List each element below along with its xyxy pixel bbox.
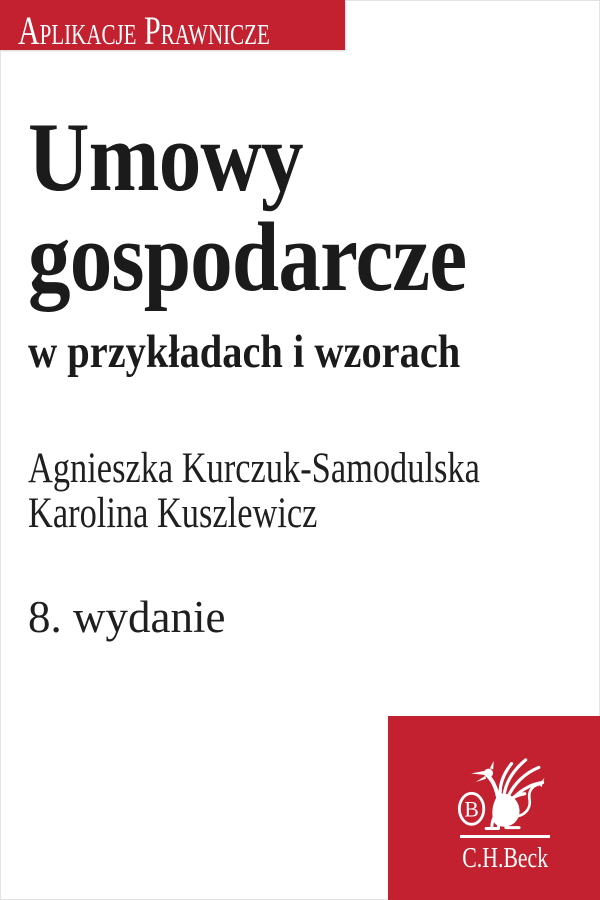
author-list xyxy=(28,446,480,536)
series-banner-label: Aplikacje Prawnicze xyxy=(18,8,270,53)
author-name: Agnieszka Kurczuk-Samodulska xyxy=(28,445,480,492)
author-name: Karolina Kuszlewicz xyxy=(28,490,318,537)
title-line-1: Umowy xyxy=(28,103,303,212)
publisher-logo-box xyxy=(388,716,600,900)
series-banner xyxy=(0,0,345,53)
book-title xyxy=(28,103,538,312)
beck-griffin-icon xyxy=(457,746,551,834)
beck-monogram: B xyxy=(464,797,479,822)
publisher-name-row xyxy=(410,843,600,873)
book-subtitle: w przykładach i wzorach xyxy=(28,326,461,378)
logo-divider xyxy=(460,835,550,838)
edition-label: 8. wydanie xyxy=(28,592,226,642)
publisher-name: C.H.Beck xyxy=(462,842,548,874)
title-line-2: gospodarcze xyxy=(28,203,467,312)
